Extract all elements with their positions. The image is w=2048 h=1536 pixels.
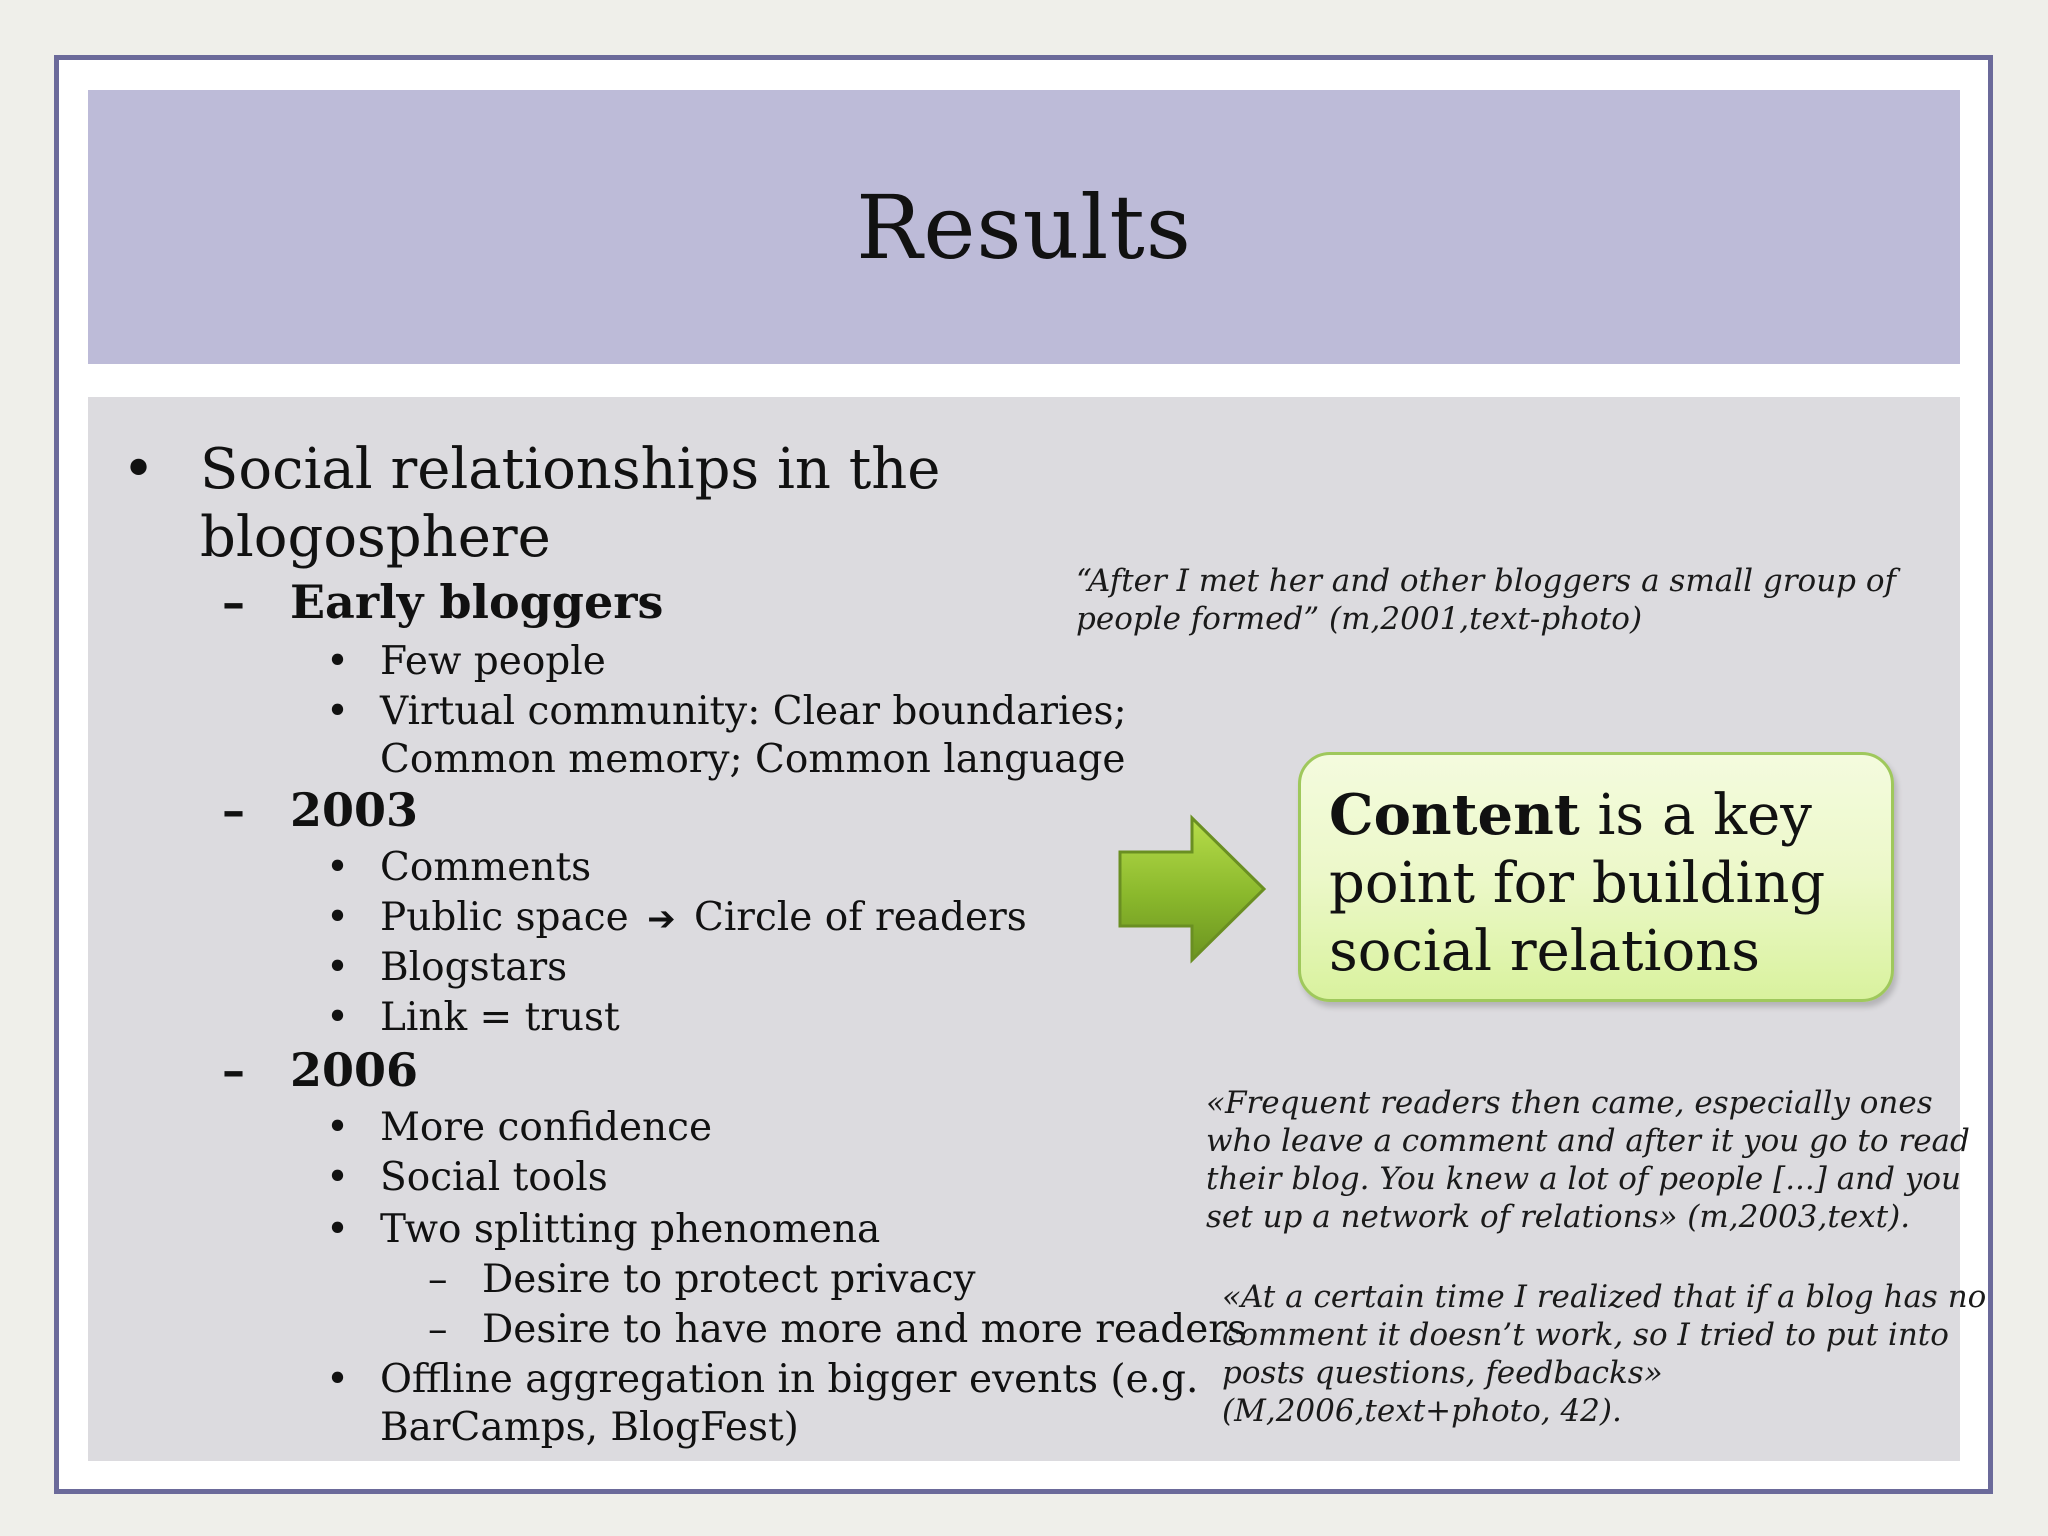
y2003-item-1: Comments: [380, 845, 592, 890]
content-callout: [1298, 752, 1894, 1002]
callout-rest: is a key: [1579, 783, 1812, 848]
early-item-2: Virtual community: Clear boundaries;: [380, 689, 1127, 734]
quote-2006-line: posts questions, feedbacks»: [1222, 1355, 1663, 1391]
y2003-heading: 2003: [290, 783, 419, 837]
quote-2006-line: (M,2006,text+photo, 42).: [1222, 1393, 1622, 1429]
y2006-item-1: More confidence: [380, 1105, 713, 1150]
y2006-item-2-marker: •: [326, 1155, 350, 1200]
quote-2006-line: comment it doesn’t work, so I tried to put into: [1222, 1317, 1949, 1353]
slide-title: Results: [856, 175, 1192, 279]
quote-2001: [1076, 562, 1896, 638]
y2003-item-3: Blogstars: [380, 945, 568, 990]
y2006-item-4-cont: BarCamps, BlogFest): [380, 1405, 799, 1450]
main-bullet-line2: blogosphere: [200, 505, 551, 570]
y2006-dash: –: [222, 1043, 245, 1097]
early-item-2-marker: •: [326, 689, 350, 734]
y2006-heading: 2006: [290, 1043, 419, 1097]
quote-2003-line: who leave a comment and after it you go to read: [1206, 1123, 1970, 1159]
y2006-item-4: Offline aggregation in bigger events (e.g.: [380, 1357, 1199, 1402]
y2003-item-2: [380, 895, 1027, 940]
title-band: [88, 90, 1960, 364]
y2006-item-4-marker: •: [326, 1357, 350, 1402]
main-bullet-line1: Social relationships in the: [200, 437, 941, 502]
y2006-sub-2: Desire to have more and more readers: [482, 1307, 1247, 1352]
main-bullet-marker: •: [122, 437, 156, 502]
quote-2001-line: people formed” (m,2001,text-photo): [1076, 601, 1643, 637]
y2003-item-4: Link = trust: [380, 995, 620, 1040]
y2006-item-3-marker: •: [326, 1207, 350, 1252]
quote-2003-line: set up a network of relations» (m,2003,text).: [1206, 1199, 1911, 1235]
right-arrow-icon: [1116, 814, 1268, 964]
y2006-sub-1: Desire to protect privacy: [482, 1257, 976, 1302]
quote-2003-line: «Frequent readers then came, especially ones: [1206, 1085, 1933, 1121]
y2003-item-4-marker: •: [326, 995, 350, 1040]
quote-2001-line: “After I met her and other bloggers a small group of: [1076, 563, 1897, 599]
y2003-item-2-marker: •: [326, 895, 350, 940]
quote-2006: [1222, 1278, 1986, 1430]
early-dash: –: [222, 575, 245, 629]
callout-line-1: [1329, 781, 1863, 850]
quote-2006-line: «At a certain time I realized that if a blog has no: [1222, 1279, 1987, 1315]
y2006-sub-1-marker: –: [428, 1257, 448, 1302]
callout-line-2: point for building: [1329, 851, 1826, 916]
y2006-sub-2-marker: –: [428, 1307, 448, 1352]
y2006-item-3: Two splitting phenomena: [380, 1207, 881, 1252]
public-space-text: Public space: [380, 895, 629, 940]
quote-2003: [1206, 1084, 1970, 1236]
y2006-item-2: Social tools: [380, 1155, 608, 1200]
callout-line-3: social relations: [1329, 919, 1760, 984]
y2003-item-1-marker: •: [326, 845, 350, 890]
early-item-1: Few people: [380, 639, 606, 684]
y2003-item-3-marker: •: [326, 945, 350, 990]
circle-of-readers-text: Circle of readers: [693, 895, 1027, 940]
y2003-dash: –: [222, 783, 245, 837]
right-arrow-icon: ➔: [647, 899, 676, 939]
quote-2003-line: their blog. You knew a lot of people [...] and you: [1206, 1161, 1961, 1197]
early-bloggers-heading: Early bloggers: [290, 575, 664, 629]
callout-bold: Content: [1329, 782, 1580, 848]
y2006-item-1-marker: •: [326, 1105, 350, 1150]
early-item-2-cont: Common memory; Common language: [380, 737, 1126, 782]
early-item-1-marker: •: [326, 639, 350, 684]
